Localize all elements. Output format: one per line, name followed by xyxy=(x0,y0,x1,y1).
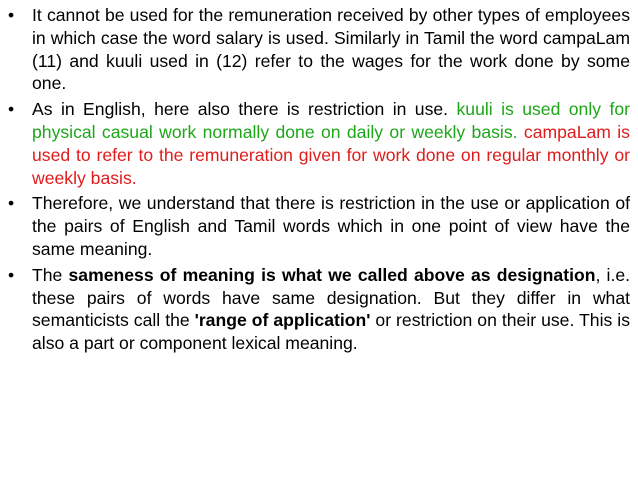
bullet-4-text-a: The xyxy=(32,264,69,285)
bullet-item-2 xyxy=(8,98,630,189)
bullet-item-3 xyxy=(8,192,630,260)
bullet-item-4 xyxy=(8,264,630,355)
bullet-4-bold-designation: sameness of meaning is what we called above as designation xyxy=(68,264,596,285)
bullet-4-text-b: , i.e. these pairs of words have same designation. But they differ in what semanticists call the xyxy=(32,264,631,331)
bullet-4-text-c: or restriction on their use. This is also a part or component lexical meaning. xyxy=(32,310,630,354)
bullet-dot-icon: • xyxy=(8,193,15,214)
bullet-4-bold-range: 'range of application' xyxy=(194,310,371,331)
bullet-2-text: As in English, here also there is restriction in use. xyxy=(32,99,457,120)
bullet-dot-icon: • xyxy=(8,5,15,25)
bullet-2-red-text: campaLam is used to refer to the remuneration given for work done on regular monthly or weekly basis. xyxy=(32,121,630,188)
bullet-item-1 xyxy=(8,4,630,95)
bullet-1-text: It cannot be used for the remuneration received by other types of employees in which case the word salary is used. Similarly in Tamil the word campaLam (11) and kuuli used in (12) refer to the wages for the work done by some one. xyxy=(32,5,630,94)
bullet-2-green-text: kuuli is used only for physical casual work normally done on daily or weekly basis. xyxy=(32,99,630,142)
bullet-list xyxy=(8,4,630,355)
bullet-dot-icon: • xyxy=(8,99,15,120)
bullet-3-text: Therefore, we understand that there is restriction in the use or application of the pairs of English and Tamil words which in one point of view have the same meaning. xyxy=(32,193,630,259)
bullet-dot-icon: • xyxy=(8,264,15,285)
